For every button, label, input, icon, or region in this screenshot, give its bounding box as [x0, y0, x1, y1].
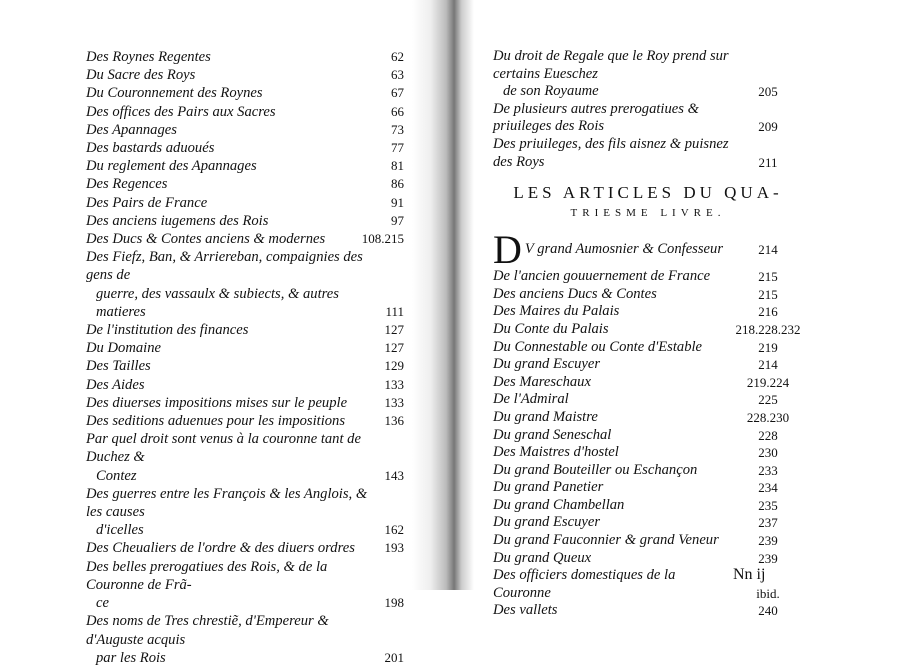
entry-page: 86 — [391, 176, 404, 192]
entry-page: 235 — [758, 497, 778, 513]
entry-page: 218.228.232 — [735, 321, 801, 337]
entry-page: 81 — [391, 158, 404, 174]
entry-page: 215 — [758, 286, 778, 302]
toc-entry — [493, 462, 803, 480]
entry-page: 219.224 — [746, 374, 790, 390]
entry-title-continued: ce — [96, 595, 109, 612]
entry-page: 127 — [384, 322, 404, 338]
entry-page: 129 — [384, 358, 404, 374]
entry-page: 136 — [384, 413, 404, 429]
heading-line-2: TRIESME LIVRE. — [570, 207, 726, 220]
entry-title: Des seditions aduenues pour les impositions — [86, 413, 346, 430]
entry-title: Des Fiefz, Ban, & Arriereban, compaignies des gens de — [86, 249, 363, 284]
toc-entry — [493, 339, 803, 357]
section-heading — [493, 183, 803, 220]
entry-title: Des vallets — [493, 602, 558, 619]
entry-title: Des noms de Tres chrestiẽ, d'Empereur & d'Auguste acquis — [86, 613, 329, 648]
entry-page: 133 — [384, 376, 404, 392]
entry-title: Par quel droit sont venus à la couronne tant de Duchez & — [86, 431, 361, 466]
toc-entry — [493, 550, 803, 568]
entry-title: Des Tailles — [86, 358, 151, 375]
entry-title: Du Couronnement des Roynes — [86, 85, 263, 102]
toc-entry — [86, 175, 404, 193]
entry-title-continued: guerre, des vassaulx & subiects, & autres matieres — [96, 285, 339, 320]
entry-page: 201 — [384, 649, 404, 665]
entry-page: 237 — [758, 515, 778, 531]
toc-entry — [493, 136, 803, 171]
entry-title: Du grand Escuyer — [493, 514, 601, 531]
toc-entry — [86, 230, 404, 248]
entry-title: Des offices des Pairs aux Sacres — [86, 103, 276, 120]
entry-page: 239 — [758, 533, 778, 549]
toc-entry — [86, 139, 404, 157]
entry-title: Des Aides — [86, 376, 145, 393]
entry-title: V grand Aumosnier & Confesseur — [524, 241, 723, 258]
entry-title-continued: d'icelles — [96, 522, 144, 539]
toc-entry — [86, 212, 404, 230]
toc-entry — [493, 374, 803, 392]
toc-entry — [86, 485, 404, 540]
entry-title: Du grand Seneschal — [493, 426, 612, 443]
entry-page: 108.215 — [361, 231, 404, 247]
book-gutter — [412, 0, 474, 590]
toc-entry — [493, 227, 803, 273]
toc-entry — [493, 479, 803, 497]
entry-title: Des Maires du Palais — [493, 303, 620, 320]
right-page — [493, 48, 803, 620]
entry-title: Du grand Escuyer — [493, 356, 601, 373]
toc-entry — [493, 497, 803, 515]
toc-entry — [493, 48, 803, 101]
entry-page: 233 — [758, 462, 778, 478]
toc-entry — [493, 409, 803, 427]
entry-page: 62 — [391, 49, 404, 64]
entry-page: 239 — [758, 550, 778, 566]
toc-entry — [86, 48, 404, 66]
entry-title: De l'ancien gouuernement de France — [493, 268, 711, 285]
toc-entry — [86, 539, 404, 557]
toc-entry — [86, 66, 404, 84]
entry-title: Des bastards aduoués — [86, 140, 215, 157]
entry-title: Du grand Fauconnier & grand Veneur — [493, 532, 719, 549]
entry-page: 205 — [758, 84, 778, 100]
entry-title: Des Regences — [86, 176, 168, 193]
toc-entry — [86, 430, 404, 485]
entry-page: 219 — [758, 339, 778, 355]
entry-title: Des belles prerogatiues des Rois, & de la Couronne de Frã- — [86, 558, 328, 593]
entry-title: Des Cheualiers de l'ordre & des diuers ordres — [86, 540, 355, 557]
entry-title: Des guerres entre les François & les Anglois, & les causes — [86, 485, 368, 521]
left-page — [86, 48, 404, 667]
entry-title-continued: de son Royaume — [503, 83, 599, 100]
toc-entry — [86, 339, 404, 357]
toc-entry — [493, 391, 803, 409]
toc-entry — [86, 121, 404, 139]
entry-title: Du grand Maistre — [493, 408, 598, 425]
toc-entry — [86, 612, 404, 667]
entry-page: 234 — [758, 480, 778, 496]
entry-title: Des Pairs de France — [86, 194, 208, 211]
entry-page: 240 — [758, 603, 778, 619]
entry-page: 143 — [384, 467, 404, 483]
entry-title: Des officiers domestiques de la Couronne — [493, 567, 676, 601]
toc-entry — [493, 268, 803, 286]
entry-page: 216 — [758, 304, 778, 320]
toc-entry — [86, 412, 404, 430]
toc-entry — [86, 248, 404, 321]
toc-entry — [86, 321, 404, 339]
entry-title: Du Domaine — [86, 340, 161, 357]
entry-title: Du grand Bouteiller ou Eschançon — [493, 461, 698, 478]
entry-title: Des Roynes Regentes — [86, 49, 211, 65]
entry-page: 67 — [391, 85, 404, 101]
entry-title: Du grand Chambellan — [493, 496, 625, 513]
entry-page: 73 — [391, 121, 404, 137]
entry-page: 209 — [758, 119, 778, 135]
entry-page: 230 — [758, 445, 778, 461]
entry-title-continued: Contez — [96, 467, 137, 484]
entry-page: 228 — [758, 427, 778, 443]
entry-title: Du Conte du Palais — [493, 320, 609, 337]
entry-title: Des Mareschaux — [493, 373, 591, 390]
toc-entry — [493, 602, 803, 620]
entry-title: De l'institution des finances — [86, 322, 249, 339]
toc-entry — [493, 356, 803, 374]
entry-title: De plusieurs autres prerogatiues & priuileges des Rois — [493, 100, 699, 135]
entry-title: Des Apannages — [86, 121, 177, 138]
drop-cap: D — [493, 227, 522, 273]
toc-entry — [86, 103, 404, 121]
entry-page: 111 — [385, 303, 404, 319]
entry-page: 214 — [758, 242, 778, 258]
toc-entry — [86, 357, 404, 375]
entry-page: 198 — [384, 595, 404, 611]
entry-title: Du Sacre des Roys — [86, 67, 196, 84]
toc-entry — [493, 427, 803, 445]
toc-entry — [86, 394, 404, 412]
toc-entry — [493, 286, 803, 304]
entry-page: 127 — [384, 340, 404, 356]
heading-line-1: LES ARTICLES DU QUA- — [513, 183, 783, 203]
entry-title: Des anciens Ducs & Contes — [493, 285, 657, 302]
entry-page: 91 — [391, 194, 404, 210]
entry-title: Des priuileges, des fils aisnez & puisnez des Roys — [493, 135, 729, 170]
toc-entry — [86, 157, 404, 175]
entry-page: ibid. — [756, 585, 780, 601]
entry-page: 215 — [758, 269, 778, 285]
entry-page: 228.230 — [746, 409, 790, 425]
signature-mark: Nn ij — [733, 566, 766, 583]
toc-entry — [493, 321, 803, 339]
entry-title: Des Maistres d'hostel — [493, 444, 619, 461]
toc-entry — [86, 84, 404, 102]
toc-entry — [493, 532, 803, 550]
entry-page: 162 — [384, 522, 404, 538]
toc-entry — [493, 514, 803, 532]
entry-title: Du grand Panetier — [493, 479, 604, 496]
toc-entry — [86, 376, 404, 394]
entry-title: Des diuerses impositions mises sur le peuple — [86, 394, 348, 411]
toc-entry — [493, 303, 803, 321]
entry-title: Des Ducs & Contes anciens & modernes — [86, 231, 326, 248]
entry-page: 193 — [384, 540, 404, 556]
entry-page: 66 — [391, 103, 404, 119]
entry-page: 214 — [758, 357, 778, 373]
entry-page: 63 — [391, 67, 404, 83]
toc-entry — [86, 558, 404, 613]
toc-entry — [86, 194, 404, 212]
entry-title: De l'Admiral — [493, 391, 569, 408]
toc-entry — [493, 444, 803, 462]
entry-page: 225 — [758, 392, 778, 408]
entry-page: 133 — [384, 394, 404, 410]
toc-entry — [493, 101, 803, 136]
entry-page: 97 — [391, 212, 404, 228]
entry-title: Du droit de Regale que le Roy prend sur certains Eueschez — [493, 48, 729, 82]
entry-title: Du reglement des Apannages — [86, 158, 257, 175]
entry-title: Du grand Queux — [493, 549, 592, 566]
entry-title: Des anciens iugemens des Rois — [86, 212, 269, 229]
entry-page: 77 — [391, 140, 404, 156]
entry-title-continued: par les Rois — [96, 649, 166, 666]
entry-page: 211 — [758, 154, 778, 170]
entry-title: Du Connestable ou Conte d'Estable — [493, 338, 703, 355]
